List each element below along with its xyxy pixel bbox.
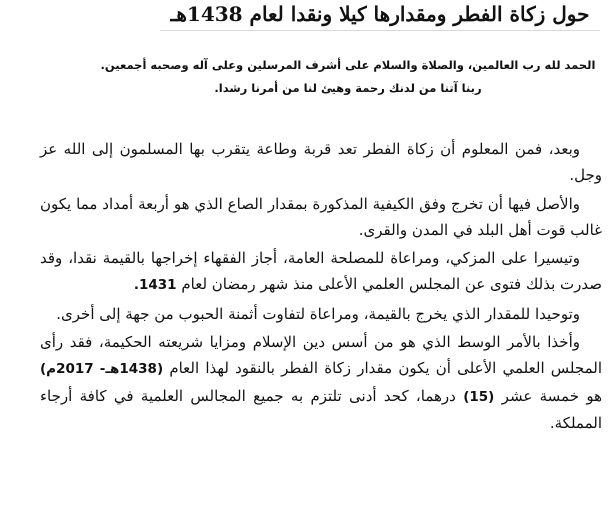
current-year: (1438هـ- 2017م)	[40, 361, 164, 378]
paragraph-5-text-c: درهما، كحد أدنى تلتزم به جميع المجالس العلمية في كافة أرجاء المملكة.	[40, 386, 602, 432]
intro-line-2: ربنا آتنا من لدنك رحمة وهيئ لنا من أمرنا رشدا.	[214, 81, 482, 95]
paragraph-3	[40, 245, 602, 299]
paragraph-5	[40, 329, 602, 436]
amount-value: (15)	[463, 388, 495, 405]
paragraph-1: وبعد، فمن المعلوم أن زكاة الفطر تعد قربة وطاعة يتقرب بها المسلمون إلى الله عز وجل.	[40, 140, 602, 185]
body-text	[40, 136, 602, 438]
fatwa-year: 1431.	[133, 277, 177, 294]
intro-line-1: الحمد لله رب العالمين، والصلاة والسلام على أشرف المرسلين وعلى آله وصحبه أجمعين.	[100, 58, 596, 72]
title-underline	[160, 30, 600, 31]
paragraph-4: وتوحيدا للمقدار الذي يخرج بالقيمة، ومراعاة لتفاوت أثمنة الحبوب من جهة إلى أخرى.	[56, 304, 580, 323]
document-title: حول زكاة الفطر ومقدارها كيلا ونقدا لعام 1438هـ	[170, 2, 590, 26]
intro-block	[88, 54, 608, 100]
paragraph-5-text-b: هو خمسة عشر	[501, 386, 602, 405]
paragraph-3-text: وتيسيرا على المزكي، ومراعاة للمصلحة العامة، أجاز الفقهاء إخراجها بالقيمة نقدا، وقد صدرت بذلك فتوى عن المجلس العلمي الأعلى منذ شهر رمضان لعام	[40, 249, 602, 294]
paragraph-2: والأصل فيها أن تخرج وفق الكيفية المذكورة بمقدار الصاع الذي هو أربعة أمداد مما يكون غالب قوت أهل البلد في المدن والقرى.	[40, 194, 602, 239]
paragraph-5-text-a: وأخذا بالأمر الوسط الذي هو من أسس دين الإسلام ومزايا شريعته الحكيمة، فقد رأى المجلس العلمي الأعلى أن يكون مقدار زكاة الفطر بالنقود لهذا العام	[40, 333, 602, 378]
